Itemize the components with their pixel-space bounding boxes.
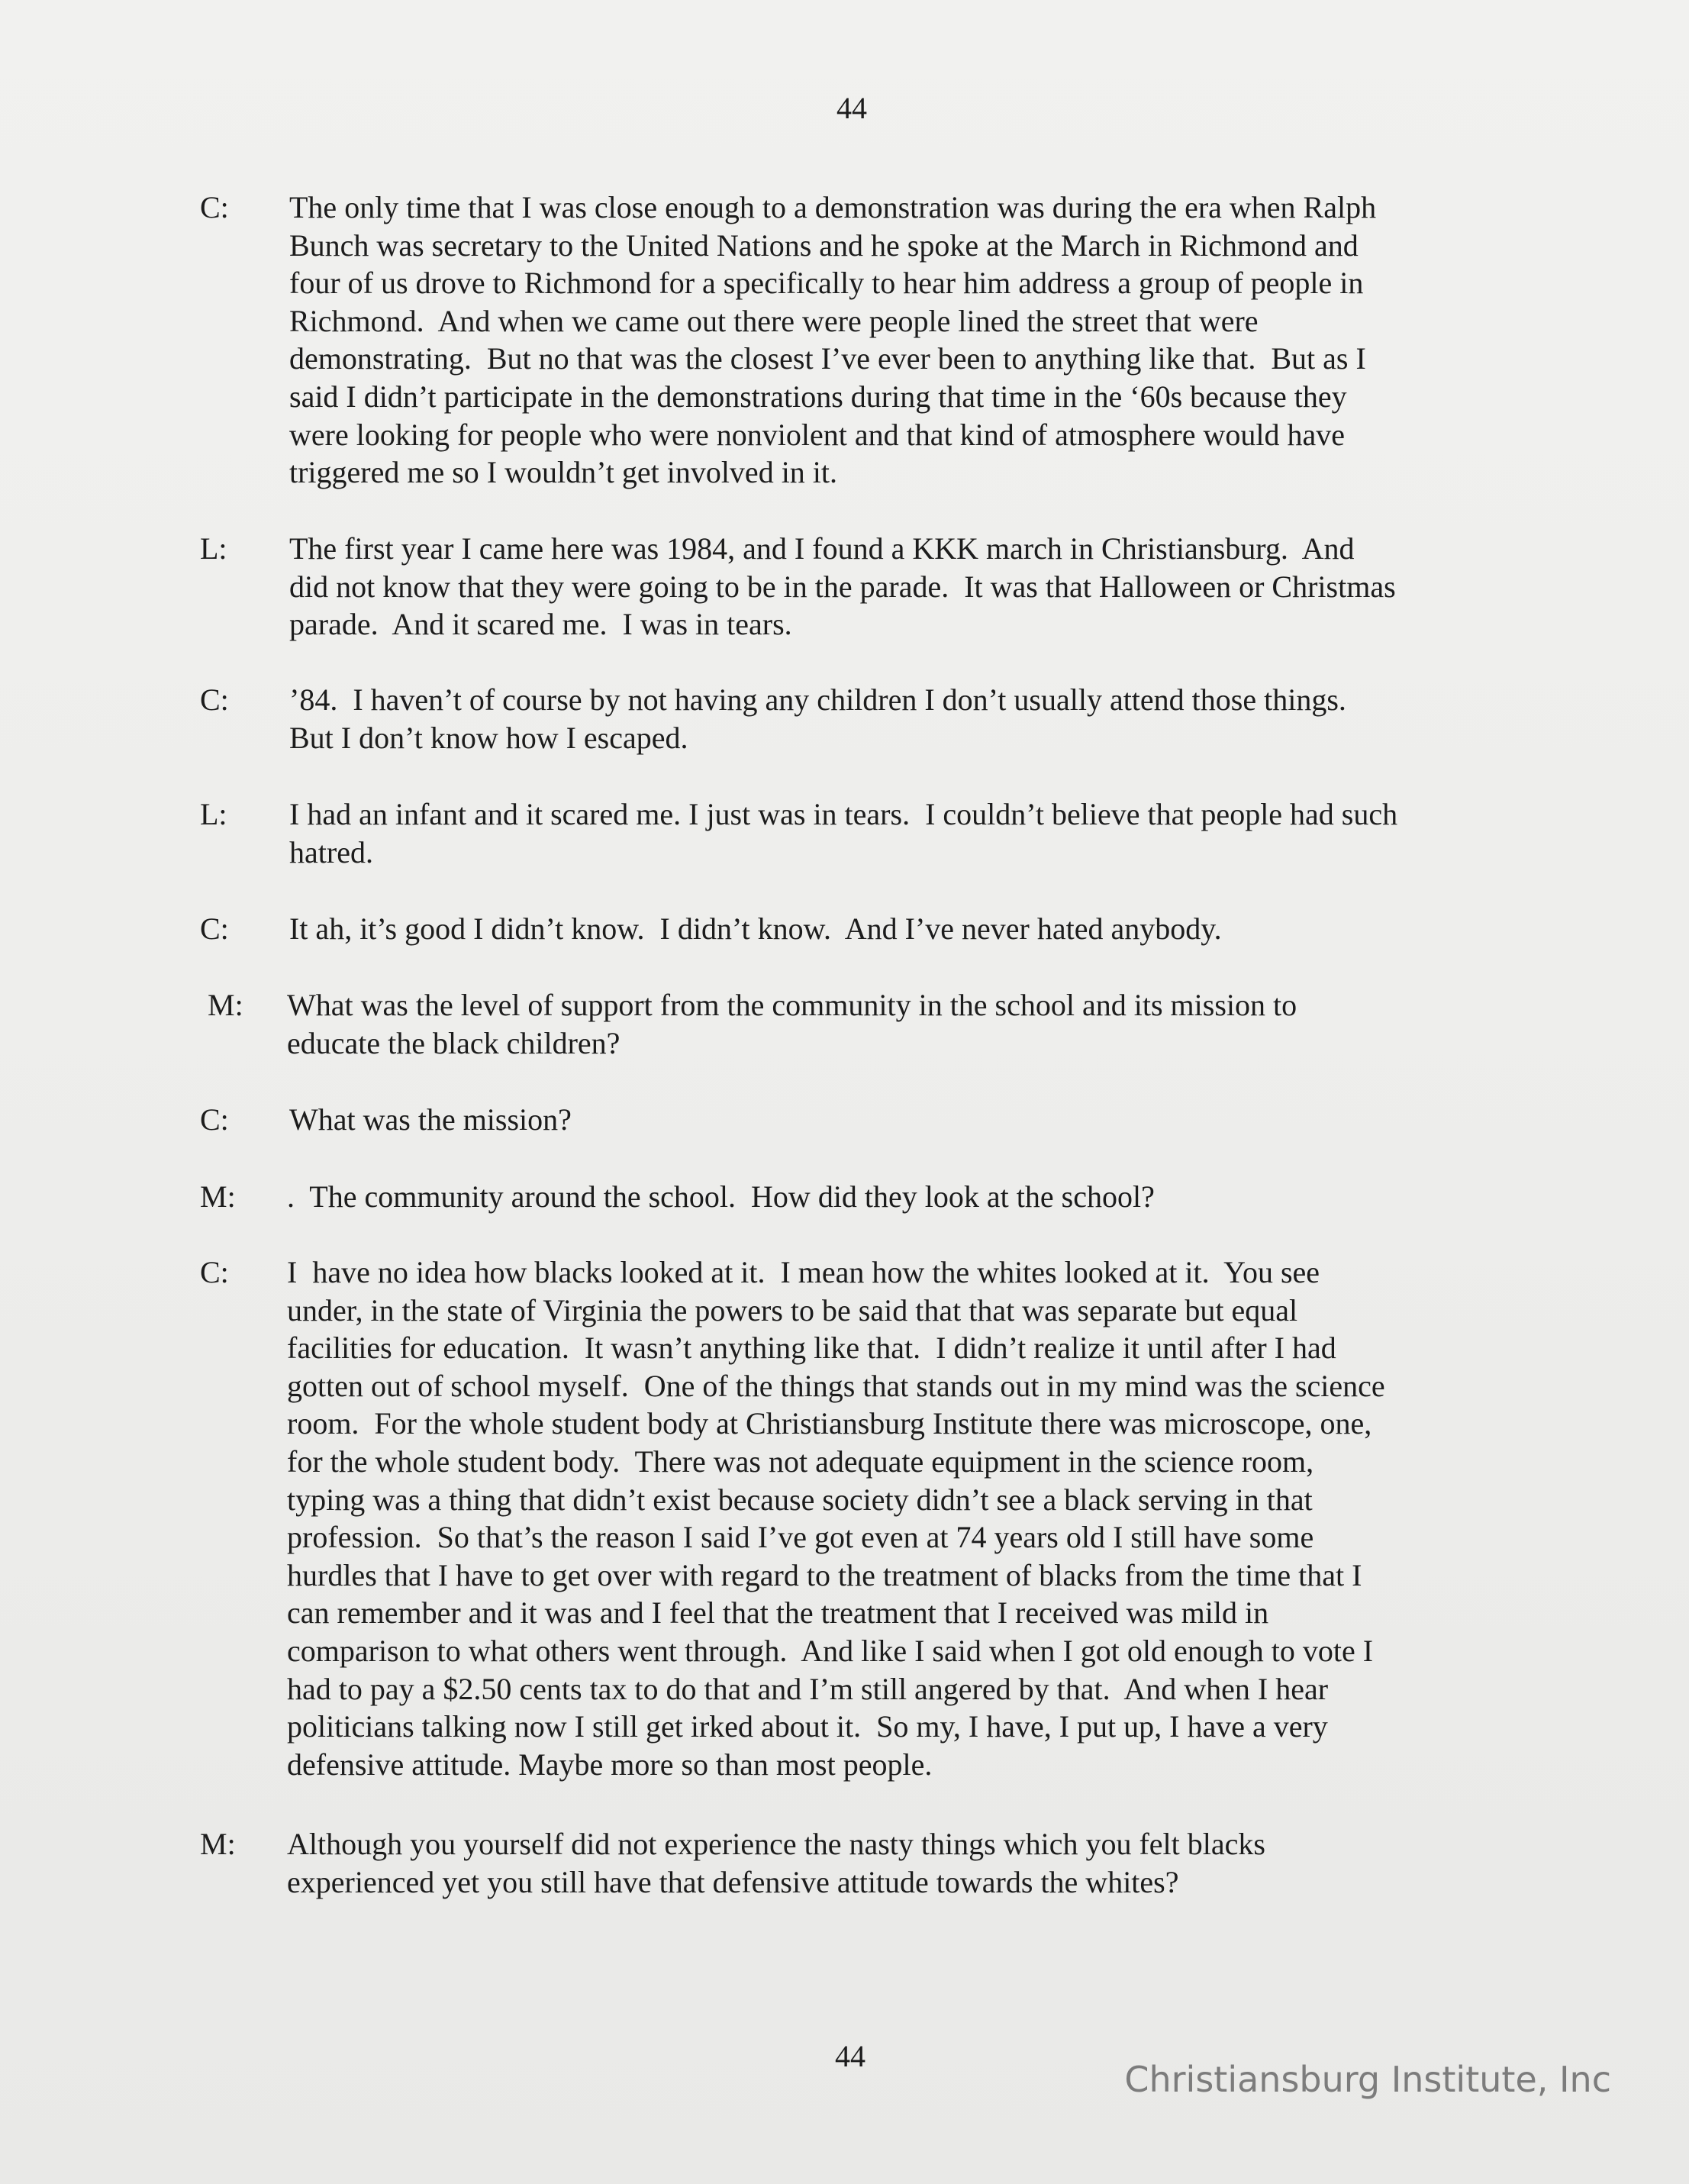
entry-text: I had an infant and it scared me. I just was in tears. I couldn’t believe that people had such hatred. — [289, 797, 1398, 869]
speaker-label: C: — [200, 911, 229, 946]
entry-text: I have no idea how blacks looked at it. I mean how the whites looked at it. You see under, in the state of Virginia the powers to be said that that was separate but equal facilities for education. It wasn’t anything like that. I didn’t realize it until after I had gotten out of school myself. One of the things that stands out in my mind was the science room. For the whole student body at Christiansburg Institute there was microscope, one, for the whole student body. There was not adequate equipment in the science room, typing was a thing that didn’t exist because society didn’t see a black serving in that profession. So that’s the reason I said I’ve got even at 74 years old I still have some hurdles that I have to get over with regard to the treatment of blacks from the time that I can remember and it was and I feel that the treatment that I received was mild in comparison to what others went through. And like I said when I got old enough to vote I had to pay a $2.50 cents tax to do that and I’m still angered by that. And when I hear politicians talking now I still get irked about it. So my, I have, I put up, I have a very defensive attitude. Maybe more so than most people. — [287, 1255, 1385, 1782]
speaker-label: C: — [200, 1255, 229, 1289]
entry-text: The first year I came here was 1984, and I found a KKK march in Christiansburg. And did not know that they were going to be in the parade. It was that Halloween or Christmas parade. And it scared me. I was in tears. — [289, 531, 1396, 642]
speaker-label: C: — [200, 682, 229, 717]
watermark-text: Christiansburg Institute, Inc — [1124, 2059, 1611, 2100]
entry-text: It ah, it’s good I didn’t know. I didn’t know. And I’ve never hated anybody. — [289, 911, 1222, 946]
page-number-top: 44 — [836, 91, 867, 125]
speaker-label: C: — [200, 190, 229, 224]
entry-text: The only time that I was close enough to a demonstration was during the era when Ralph Bunch was secretary to the United Nations and he spoke at the March in Richmond and four of us drove to Richmond for a specifically to hear him address a group of people in Richmond. And when we came out there were people lined the street that were demonstrating. But no that was the closest I’ve ever been to anything like that. But as I said I didn’t participate in the demonstrations during that time in the ‘60s because they were looking for people who were nonviolent and that kind of atmosphere would have triggered me so I wouldn’t get involved in it. — [289, 190, 1377, 490]
entry-text: ’84. I haven’t of course by not having any children I don’t usually attend those things. But I don’t know how I escaped. — [289, 682, 1346, 755]
entry-text: What was the level of support from the community in the school and its mission to educate the black children? — [287, 988, 1297, 1060]
page-number-bottom: 44 — [835, 2039, 865, 2073]
speaker-label: C: — [200, 1102, 229, 1137]
speaker-label: M: — [208, 988, 243, 1022]
speaker-label: L: — [200, 797, 227, 831]
speaker-label: M: — [200, 1179, 236, 1214]
entry-text: Although you yourself did not experience the nasty things which you felt blacks experienced yet you still have that defensive attitude towards the whites? — [287, 1827, 1265, 1899]
speaker-label: M: — [200, 1827, 236, 1861]
entry-text: What was the mission? — [289, 1102, 572, 1137]
entry-text: . The community around the school. How did they look at the school? — [287, 1179, 1155, 1214]
speaker-label: L: — [200, 531, 227, 566]
